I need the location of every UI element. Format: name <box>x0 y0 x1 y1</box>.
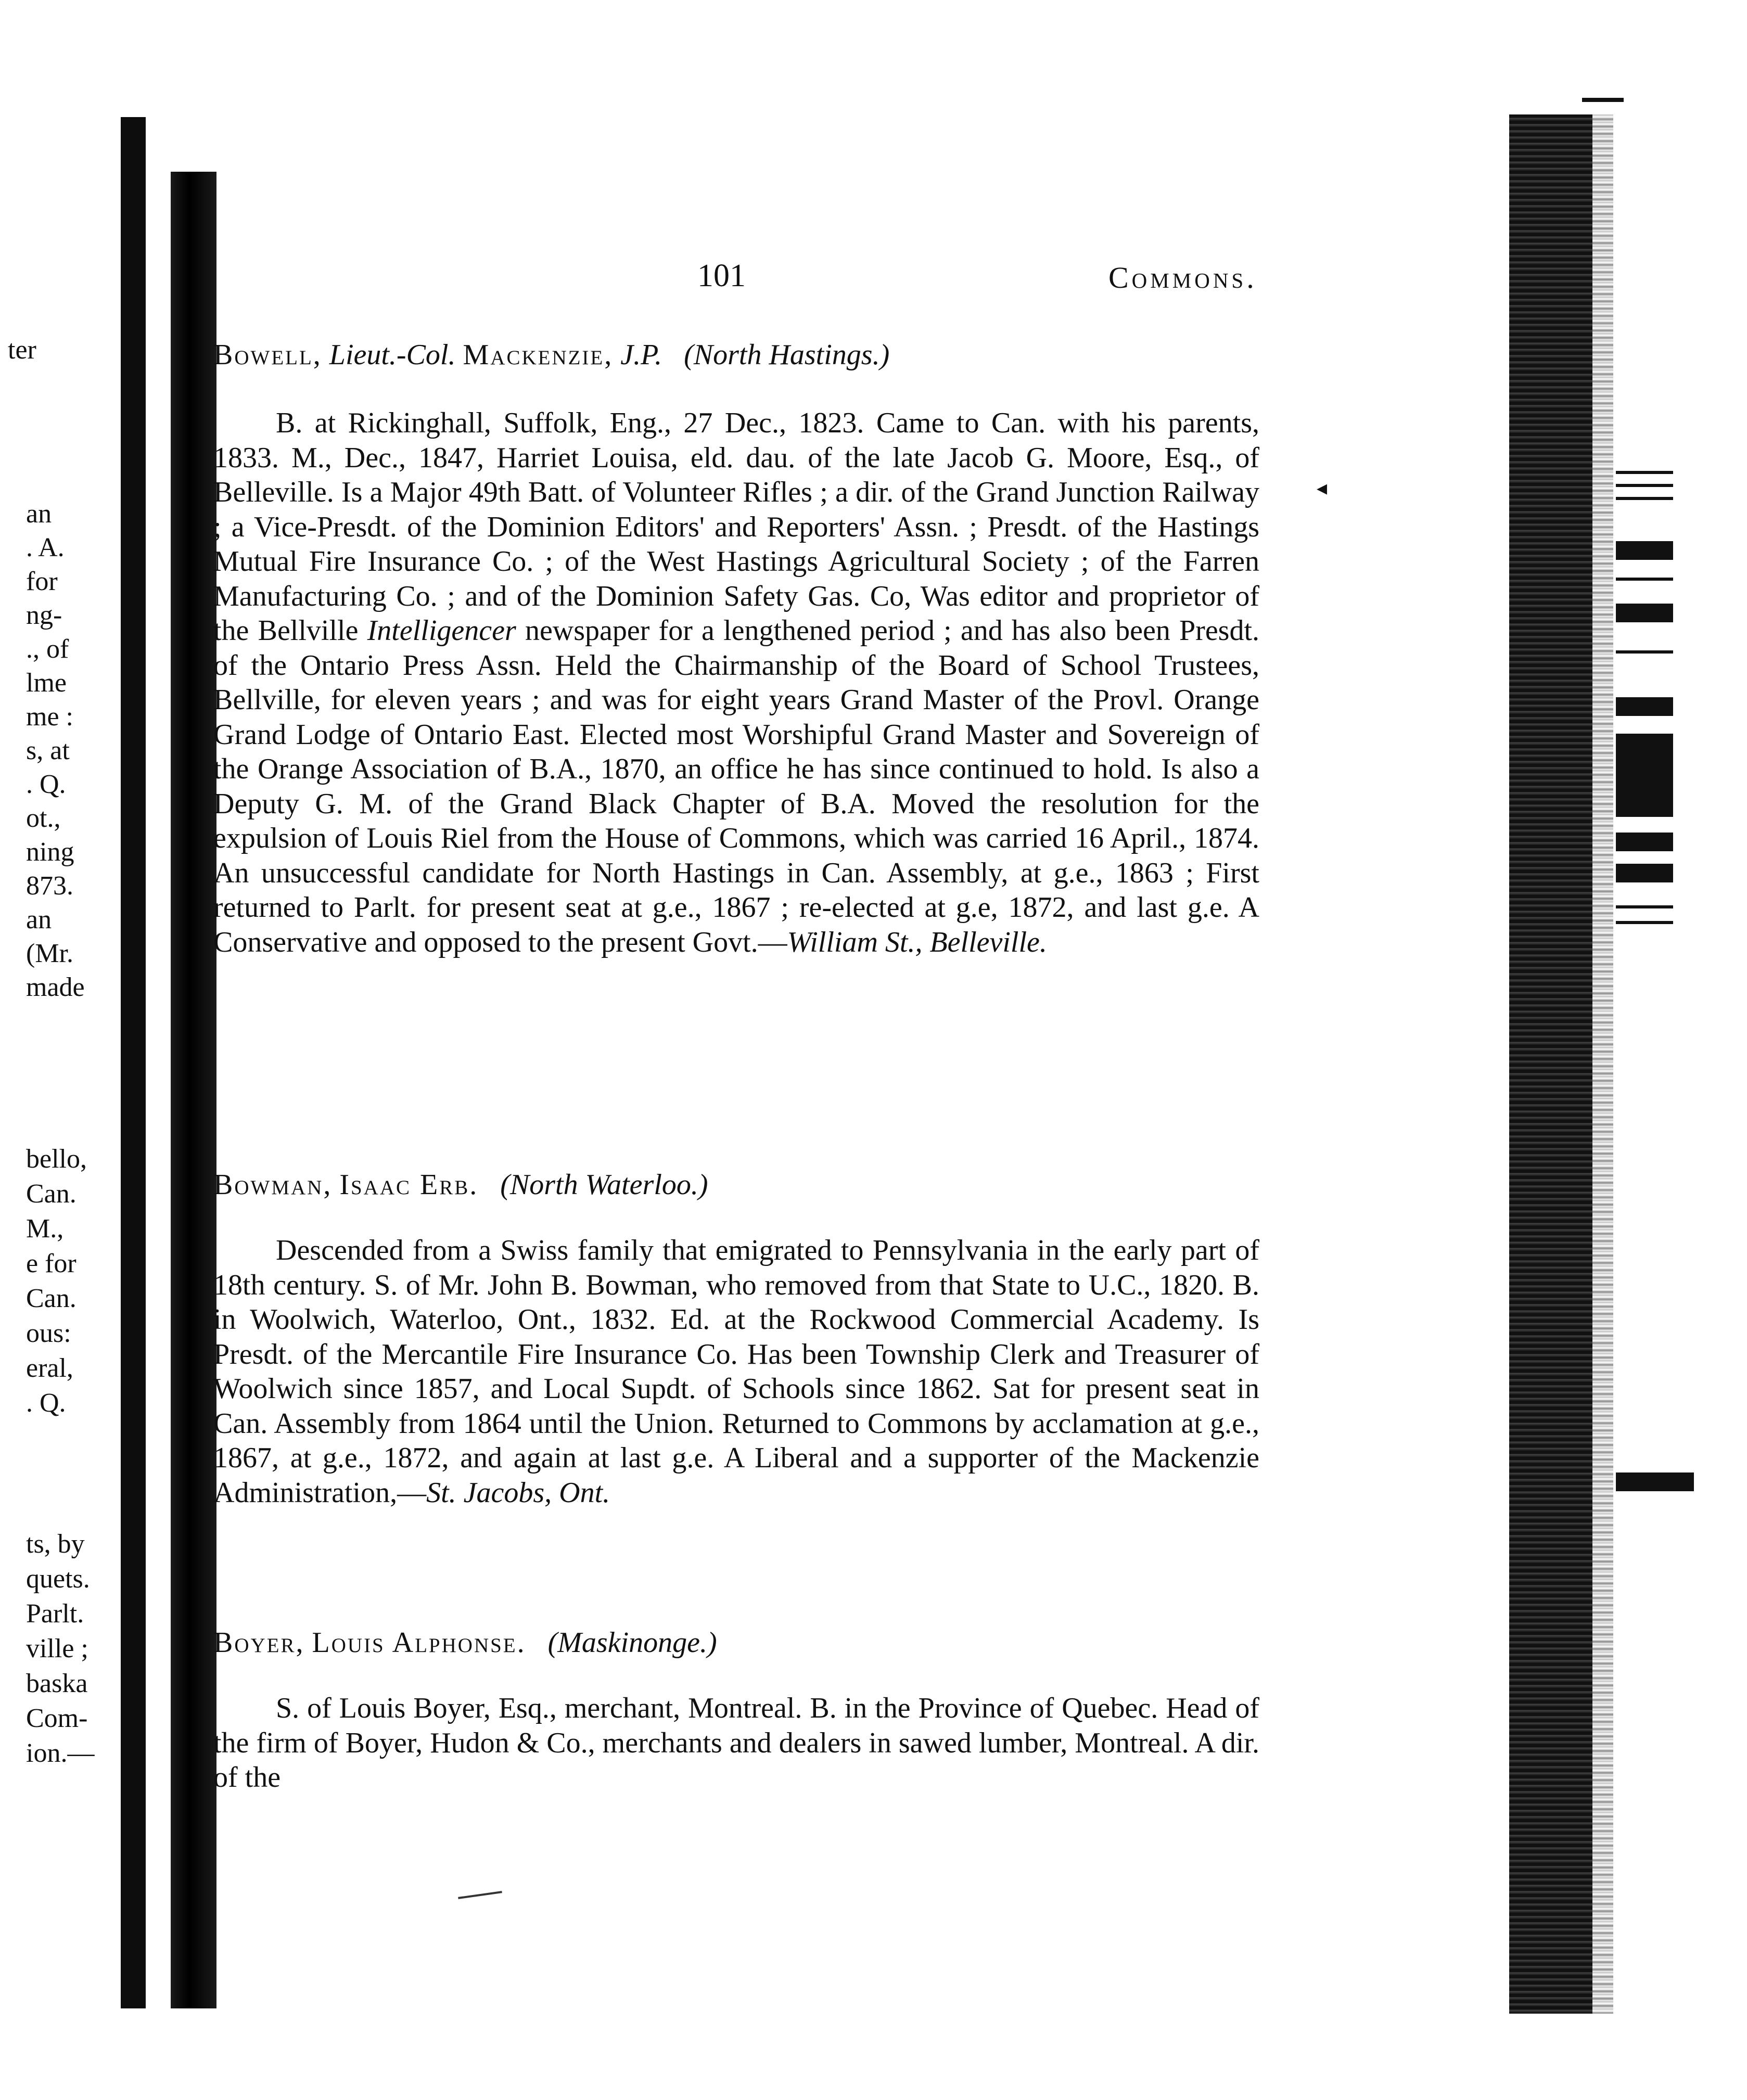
binding-shadow <box>121 117 146 2008</box>
entry-title: Lieut.-Col. <box>329 339 456 371</box>
page-number: 101 <box>697 258 746 293</box>
entry-surname: Bowman, <box>213 1169 333 1201</box>
entry-surname: Bowell, <box>213 339 322 371</box>
edge-tick <box>1616 921 1673 924</box>
bleed-line: . Q. <box>26 1388 66 1418</box>
newspaper-name: Intelligencer <box>367 614 516 647</box>
entry-riding: (North Hastings.) <box>684 339 890 371</box>
bleed-line: eral, <box>26 1353 73 1383</box>
edge-tick <box>1616 833 1673 851</box>
entry-text: Descended from a Swiss family that emigrated to Pennsylvania in the early part of 18th century. S. of Mr. John B. Bowman, who removed from that State to U.C., 1820. B. in Woolwich, Waterloo, Ont., 1832. Ed. at the Rockwood Commercial Academy. Is Presdt. of the Mercantile Fire Insurance Co. Has been Township Clerk and Treasurer of Woolwich since 1857, and Local Supdt. of Schools since 1862. Sat for present seat in Can. Assembly from 1864 until the Union. Returned to Commons by acclamation at g.e., 1867, at g.e., 1872, and again at last g.e. A Liberal and a supporter of the Mackenzie Administration,— <box>213 1234 1259 1509</box>
stray-mark <box>458 1891 502 1899</box>
bleed-line: quets. <box>26 1564 90 1594</box>
bleed-line: ng- <box>26 600 62 630</box>
bleed-line: (Mr. <box>26 939 73 968</box>
bleed-line: lme <box>26 668 67 698</box>
bleed-line: an <box>26 905 52 934</box>
edge-tick <box>1616 1472 1694 1491</box>
bleed-line: ning <box>26 837 74 867</box>
bleed-line: e for <box>26 1249 76 1278</box>
bleed-line: ts, by <box>26 1529 85 1559</box>
bleed-line: baska <box>26 1669 88 1698</box>
entry-text: newspaper for a lengthened period ; and has also been Presdt. of the Ontario Press Assn. Held the Chairmanship of the Board of School Trustees, Bellville, for eleven years ; and was for eight years Grand Master of the Provl. Orange Grand Lodge of Ontario East. Elected most Worshipful Grand Master and Sovereign of the Orange Association of B.A., 1870, an office he has since continued to hold. Is also a Deputy G. M. of the Grand Black Chapter of B.A. Moved the resolution for the expulsion of Louis Riel from the House of Commons, which was carried 16 April., 1874. An unsuccessful candidate for North Hastings in Can. Assembly, at g.e., 1863 ; First returned to Parlt. for present seat at g.e., 1867 ; re-elected at g.e, 1872, and last g.e. A Conservative and opposed to the present Govt.— <box>213 614 1260 958</box>
bleed-line: me : <box>26 702 73 732</box>
entry-text: B. at Rickinghall, Suffolk, Eng., 27 Dec., 1823. Came to Can. with his parents, 1833. M., Dec., 1847, Harriet Louisa, eld. dau. of the late Jacob G. Moore, Esq., of Belleville. Is a Major 49th Batt. of Volunteer Rifles ; a dir. of the Grand Junction Railway ; a Vice-Presdt. of the Dominion Editors' and Reporters' Assn. ; Presdt. of the Hastings Mutual Fire Insurance Co. ; of the West Hastings Agricultural Society ; of the Farren Manufacturing Co. ; and of the Dominion Safety Gas. Co, Was editor and proprietor of the Bellville <box>213 407 1259 647</box>
bleed-line: . Q. <box>26 770 66 799</box>
edge-tick <box>1616 697 1673 716</box>
entry-suffix: J.P. <box>620 339 662 371</box>
edge-tick <box>1616 541 1673 560</box>
entry-body <box>213 406 1259 959</box>
entry-surname: Boyer, <box>213 1627 305 1659</box>
entry-body <box>213 1233 1259 1510</box>
scan-mark <box>1582 98 1624 102</box>
entry-heading <box>213 338 889 372</box>
bleed-line: ., of <box>26 634 69 664</box>
page-edge-noise <box>1592 114 1613 2014</box>
entry-heading <box>213 1626 717 1659</box>
entry-text: S. of Louis Boyer, Esq., merchant, Montreal. B. in the Province of Quebec. Head of the firm of Boyer, Hudon & Co., merchants and dealers in sawed lumber, Montreal. A dir. of the <box>213 1692 1259 1794</box>
entry-given-name: Isaac Erb. <box>339 1169 479 1201</box>
entry-heading <box>213 1168 708 1201</box>
bleed-line: an <box>26 499 52 529</box>
entry-riding: (Maskinonge.) <box>547 1627 717 1659</box>
stray-mark: ◂ <box>1317 476 1328 500</box>
edge-tick <box>1616 484 1673 487</box>
edge-tick <box>1616 497 1673 500</box>
edge-tick <box>1616 471 1673 474</box>
entry-address: St. Jacobs, Ont. <box>426 1476 610 1509</box>
bleed-line: Can. <box>26 1284 76 1313</box>
edge-tick <box>1616 578 1673 581</box>
bleed-line: ous: <box>26 1318 71 1348</box>
page-edge-strip <box>1509 114 1592 2014</box>
edge-tick <box>1616 864 1673 882</box>
bleed-line: Com- <box>26 1704 88 1733</box>
edge-tick <box>1616 905 1673 908</box>
bleed-line: ot., <box>26 803 61 833</box>
bleed-line: ion.— <box>26 1738 95 1768</box>
bleed-line: for <box>26 567 58 596</box>
edge-tick <box>1616 734 1673 817</box>
running-head: Commons. <box>1108 261 1257 294</box>
bleed-line: s, at <box>26 736 70 765</box>
bleed-line: made <box>26 972 85 1002</box>
entry-given-name: Louis Alphonse. <box>312 1627 526 1659</box>
bleed-line: Parlt. <box>26 1599 84 1629</box>
bleed-line: Can. <box>26 1179 76 1209</box>
bleed-line: 873. <box>26 871 73 901</box>
bleed-line: ter <box>8 335 36 365</box>
bleed-line: bello, <box>26 1144 87 1174</box>
bleed-line: . A. <box>26 533 65 562</box>
gutter-shadow <box>171 172 216 2008</box>
edge-tick <box>1616 604 1673 622</box>
bleed-line: M., <box>26 1214 64 1244</box>
edge-tick <box>1616 650 1673 654</box>
entry-riding: (North Waterloo.) <box>500 1169 708 1201</box>
entry-given-name: Mackenzie, <box>463 339 614 371</box>
entry-body <box>213 1691 1259 1795</box>
bleed-line: ville ; <box>26 1634 88 1663</box>
entry-address: William St., Belleville. <box>787 926 1047 958</box>
